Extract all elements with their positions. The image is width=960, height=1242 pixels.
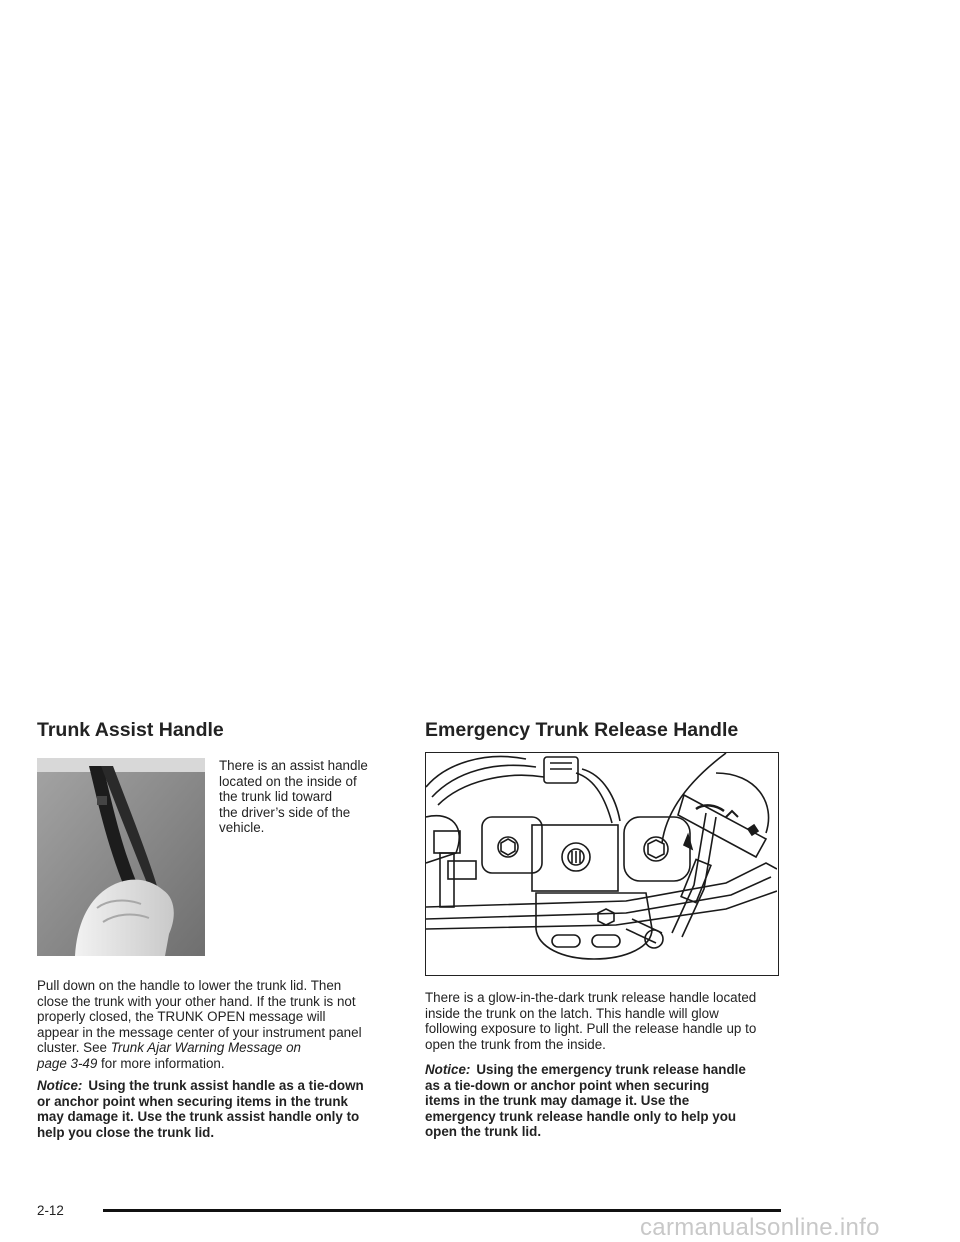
assist-handle-description xyxy=(219,758,368,836)
paragraph-line: inside the trunk on the latch. This handle will glow xyxy=(425,1005,719,1021)
section-heading-trunk-assist: Trunk Assist Handle xyxy=(37,719,224,741)
notice-line: Using the emergency trunk release handle xyxy=(476,1062,746,1077)
notice-line: may damage it. Use the trunk assist handle only to xyxy=(37,1109,360,1125)
footer-rule xyxy=(103,1209,781,1212)
notice-label: Notice: xyxy=(37,1078,83,1093)
description-line: the trunk lid toward xyxy=(219,789,333,805)
notice-first-line xyxy=(425,1062,795,1078)
paragraph-line: appear in the message center of your instrument panel xyxy=(37,1024,362,1040)
latch-line-drawing xyxy=(426,753,777,974)
notice-line: emergency trunk release handle only to help you xyxy=(425,1108,737,1124)
paragraph-line: properly closed, the TRUNK OPEN message will xyxy=(37,1009,326,1025)
see-text: cluster. See xyxy=(37,1040,111,1056)
watermark-text: carmanualsonline.info xyxy=(640,1214,880,1241)
paragraph-line xyxy=(37,1040,397,1056)
assist-handle-notice xyxy=(37,1078,407,1140)
cross-reference-page[interactable]: page 3-49 xyxy=(37,1055,98,1071)
photo-illustration xyxy=(37,758,205,956)
paragraph-line: Pull down on the handle to lower the trunk lid. Then xyxy=(37,978,342,993)
tail-text: for more information. xyxy=(97,1055,225,1071)
description-line: There is an assist handle xyxy=(219,758,368,773)
description-line: vehicle. xyxy=(219,820,265,836)
notice-label: Notice: xyxy=(425,1062,471,1077)
description-line: the driver’s side of the xyxy=(219,804,351,820)
paragraph-line: close the trunk with your other hand. If the trunk is not xyxy=(37,993,356,1009)
paragraph-line: There is a glow-in-the-dark trunk release handle located xyxy=(425,990,757,1005)
paragraph-line: following exposure to light. Pull the release handle up to xyxy=(425,1021,757,1037)
section-heading-emergency-release: Emergency Trunk Release Handle xyxy=(425,719,739,741)
emergency-release-diagram xyxy=(425,752,779,976)
emergency-release-paragraph xyxy=(425,990,785,1052)
paragraph-line xyxy=(37,1056,397,1072)
cross-reference-link[interactable]: Trunk Ajar Warning Message on xyxy=(110,1040,301,1056)
emergency-release-notice xyxy=(425,1062,795,1140)
notice-line: help you close the trunk lid. xyxy=(37,1124,215,1140)
description-line: located on the inside of xyxy=(219,773,357,789)
notice-line: as a tie-down or anchor point when securing xyxy=(425,1077,710,1093)
assist-handle-paragraph xyxy=(37,978,397,1072)
trunk-assist-handle-photo xyxy=(37,758,205,956)
page-number: 2-12 xyxy=(37,1203,64,1218)
notice-line: or anchor point when securing items in the trunk xyxy=(37,1093,348,1109)
notice-first-line xyxy=(37,1078,407,1094)
paragraph-line: open the trunk from the inside. xyxy=(425,1036,606,1052)
notice-line: Using the trunk assist handle as a tie-down xyxy=(88,1078,364,1093)
notice-line: items in the trunk may damage it. Use the xyxy=(425,1093,690,1109)
notice-line: open the trunk lid. xyxy=(425,1124,542,1140)
